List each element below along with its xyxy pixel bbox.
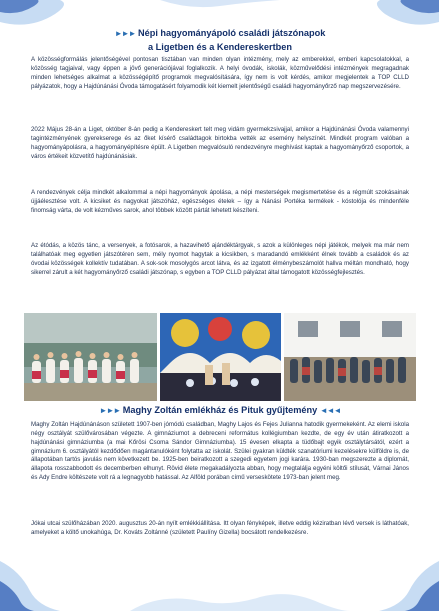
paragraph-maghy-memorial: Jókai utcai szülőházában 2020. augusztus 20-án nyílt emlékkiállítása. Itt olyan fényképek, illetve eddig kéziratban lévő versek is láthatóak, amelyeket a költő unokahúga, Dr. Kováts Zoltánné (született Paulíny Gizella) bocsátott rendelkezésre. [31,520,409,536]
section-title-family-days [31,27,409,53]
photo-group [284,313,416,401]
triple-arrow-icon: ►►► [99,406,121,415]
folk-ornament-bottom [0,531,439,611]
paragraph-community: A közösségformálás jelentőségével pontosan tisztában van minden olyan intézmény, mely az emberekkel, emberi kapcsolatokkal, a közösség tagjaival, vagy éppen a jövő generációjával foglalkozik. A helyi óvodák, iskolák, közművelődési intézmények megragadnak minden lehetséges alkalmat a közösségépítő programok megvalósítására, így nem is volt kérdés, amikor megjelentek a TOP CLLD pályázatok, hogy a Hajdúnánási Óvoda támogatásért folyamodik két kiemelt jelentőségű családi hagyományőrző nap megszervezésére. [31,56,409,90]
section-title-line1: Népi hagyományápoló családi játszónapok [137,28,326,38]
section-title-line2: a Ligetben és a Kendereskertben [148,41,292,52]
photo-stage [160,313,281,401]
triple-arrow-icon: ►►► [114,29,136,38]
section-title-maghy [31,404,409,418]
paragraph-event-dates: 2022 Május 28-án a Liget, október 8-án pedig a Kendereskert telt meg vidám gyermekzsivajjal, amikor a Hajdúnánási Óvoda valamennyi tagintézményének gyerekserege és az őket kísérő családtagok birtokba vették az esemény helyszínét. Mindkét program valóban a hagyományápolásra, a hagyományépítésre épült. A Ligetben megvalósuló rendezvényre meghívást kaptak a hagyományőrző csoportok, a város értékeit közvetítő hajdúnánásiak. [31,126,409,160]
paragraph-event-goals: A rendezvények célja mindkét alkalommal a népi hagyományok ápolása, a népi mesterségek megismertetése és a régmúlt szokásainak újjáélesztése volt. A kicsiket és nagyokat játszóház, egészséges ételek – így a Nánási Portéka termékek - kóstolója és mindenféle finomság várta, de volt kézműves sarok, ahol többek között pártát lehetett készíteni. [31,189,409,214]
photo-dancers [24,313,157,401]
paragraph-maghy-biography: Maghy Zoltán Hajdúnánáson született 1907-ben jómódú családban, Maghy Lajos és Fejes Julianna hatodik gyermekeként. Az elemi iskola négy osztályát szülővárosában végezte. A gimnáziumot a debreceni református kollégiumban kezdte, de egy év után átiratkozott a hajdúnánási gimnáziumba (a mai Kőrösi Csoma Sándor Gimnáziumba). 15 évesen elkapta a tüdőbajt egyik osztálytársától, ezért a gimnázium 6. osztályától kezdődően magántanulóként folytatta az iskolát. Szülei gyakran küldték szanatóriumi kezelésekre külföldre is, de állapotában tartós javulás nem következett be. 1925-ben beiratkozott a szegedi egyetem jogi karára. 1930-ban megszerezte a diplomát, állapota rosszabbodott és decemberben elhunyt. Rövid élete megakadályozta abban, hogy megtalálja egyéni költői stílusát, Várnai János és Ady Endre költészete volt rá a legnagyobb hatással. Az Alföld porában című verseskötete 1973-ban jelent meg. [31,421,409,482]
photo-strip [24,313,416,401]
triple-arrow-icon: ◄◄◄ [319,406,341,415]
section-title-text: Maghy Zoltán emlékház és Pituk gyűjtemény [122,405,318,415]
paragraph-event-summary: Az étódás, a közös tánc, a versenyek, a fotósarok, a hazavihető ajándéktárgyak, s azok a különleges népi játékok, melyek ma már nem találhatóak meg egyetlen játszótéren sem, mély nyomot hagytak a kicsikben, s maradandó emlékként élnek tovább a családok és az óvodai közösségek kollektív tudatában. A sok-sok mosolygós arcot látva, és az izgatott élménybeszámolót hallva méltán mondható, hogy sikerrel zárult a két hagyományőrző családi játszónap, s egyben a TOP CLLD pályázat által támogatott közösségfejlesztés. [31,242,409,276]
